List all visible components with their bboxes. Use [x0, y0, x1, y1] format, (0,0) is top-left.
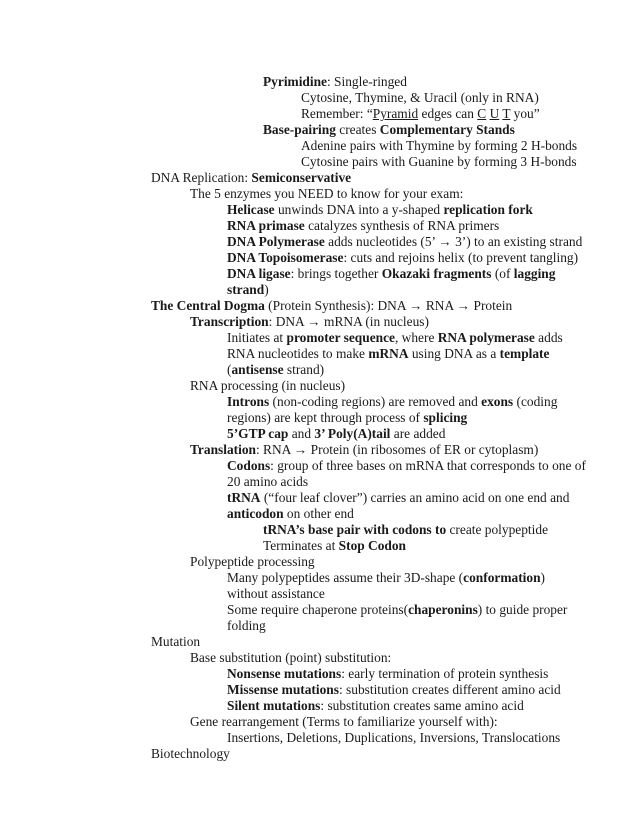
underlined-text: Pyramid — [372, 106, 419, 121]
line-text: Cytosine, Thymine, & Uracil (only in RNA) — [301, 90, 539, 105]
line-text: Biotechnology — [151, 746, 230, 761]
bold-term: Pyrimidine — [263, 74, 327, 89]
line-text: tRNA (“four leaf clover”) carries an amino acid on one end and — [227, 490, 570, 505]
bold-term: conformation — [463, 570, 541, 585]
bold-term: Introns — [227, 394, 270, 409]
line-text: DNA Polymerase adds nucleotides (5’ → 3’) to an existing strand — [227, 234, 583, 249]
underlined-text: T — [502, 106, 511, 121]
bold-term: mRNA — [368, 346, 409, 361]
line-text: Cytosine pairs with Guanine by forming 3 H-bonds — [301, 154, 577, 169]
line-text: regions) are kept through process of splicing — [227, 410, 468, 425]
bold-term: DNA Topoisomerase — [227, 250, 344, 265]
line-text: Base-pairing creates Complementary Stands — [263, 122, 515, 137]
bold-term: tRNA’s base pair with codons to — [263, 522, 447, 537]
line-text: 5’GTP cap and 3’ Poly(A)tail are added — [227, 426, 446, 441]
line-text: anticodon on other end — [227, 506, 354, 521]
bold-term: Base-pairing — [263, 122, 336, 137]
line-text: RNA nucleotides to make mRNA using DNA as a template — [227, 346, 550, 361]
line-text: Remember: “Pyramid edges can C U T you” — [301, 106, 540, 121]
line-text: Helicase unwinds DNA into a y-shaped replication fork — [227, 202, 533, 217]
bold-term: Translation — [190, 442, 256, 457]
bold-term: Stop Codon — [338, 538, 407, 553]
bold-term: Missense mutations — [227, 682, 339, 697]
bold-term: RNA polymerase — [437, 330, 535, 345]
line-text: Transcription: DNA → mRNA (in nucleus) — [190, 314, 429, 329]
bold-term: antisense — [231, 362, 284, 377]
line-text: Pyrimidine: Single-ringed — [263, 74, 407, 89]
bold-term: Okazaki fragments — [381, 266, 492, 281]
line-text: DNA ligase: brings together Okazaki fragments (of lagging — [227, 266, 556, 281]
line-text: Some require chaperone proteins(chaperonins) to guide proper — [227, 602, 568, 617]
line-text: RNA primase catalyzes synthesis of RNA primers — [227, 218, 500, 233]
bold-term: template — [499, 346, 550, 361]
bold-term: Helicase — [227, 202, 275, 217]
underlined-text: U — [489, 106, 500, 121]
line-text: without assistance — [227, 586, 325, 601]
line-text: tRNA’s base pair with codons to create polypeptide — [263, 522, 549, 537]
bold-term: exons — [481, 394, 514, 409]
line-text: The 5 enzymes you NEED to know for your exam: — [190, 186, 464, 201]
line-text: DNA Replication: Semiconservative — [151, 170, 352, 185]
bold-term: DNA Polymerase — [227, 234, 325, 249]
line-text: strand) — [227, 282, 269, 297]
line-text: Gene rearrangement (Terms to familiarize yourself with): — [190, 714, 498, 729]
bold-term: 5’GTP cap — [227, 426, 289, 441]
bold-term: Semiconservative — [251, 170, 352, 185]
bold-term: lagging — [513, 266, 556, 281]
bold-term: Nonsense mutations — [227, 666, 342, 681]
line-text: Silent mutations: substitution creates same amino acid — [227, 698, 524, 713]
line-text: Polypeptide processing — [190, 554, 315, 569]
bold-term: promoter sequence — [286, 330, 395, 345]
line-text: Terminates at Stop Codon — [263, 538, 407, 553]
line-text: Adenine pairs with Thymine by forming 2 H-bonds — [301, 138, 578, 153]
bold-term: RNA primase — [227, 218, 305, 233]
bold-term: tRNA — [227, 490, 261, 505]
line-text: Insertions, Deletions, Duplications, Inversions, Translocations — [227, 730, 561, 745]
bold-term: chaperonins — [408, 602, 478, 617]
line-text: Many polypeptides assume their 3D-shape (conformation) — [227, 570, 545, 585]
line-text: Translation: RNA → Protein (in ribosomes of ER or cytoplasm) — [190, 442, 539, 457]
bold-term: Codons — [227, 458, 271, 473]
line-text: Base substitution (point) substitution: — [190, 650, 392, 665]
bold-term: DNA ligase — [227, 266, 291, 281]
bold-term: strand — [227, 282, 265, 297]
line-text: (antisense strand) — [227, 362, 325, 377]
line-text: folding — [227, 618, 266, 633]
line-text: Codons: group of three bases on mRNA that corresponds to one of — [227, 458, 586, 473]
line-text: Mutation — [151, 634, 201, 649]
bold-term: 3’ Poly(A)tail — [314, 426, 391, 441]
line-text: RNA processing (in nucleus) — [190, 378, 346, 393]
line-text: The Central Dogma (Protein Synthesis): DNA → RNA → Protein — [151, 298, 513, 313]
bold-term: splicing — [423, 410, 468, 425]
line-text: Introns (non-coding regions) are removed and exons (coding — [227, 394, 558, 409]
line-text: Missense mutations: substitution creates different amino acid — [227, 682, 561, 697]
bold-term: replication fork — [443, 202, 533, 217]
bold-term: The Central Dogma — [151, 298, 265, 313]
bold-term: Complementary Stands — [379, 122, 515, 137]
underlined-text: C — [477, 106, 487, 121]
line-text: 20 amino acids — [227, 474, 309, 489]
line-text: DNA Topoisomerase: cuts and rejoins helix (to prevent tangling) — [227, 250, 579, 265]
bold-term: Silent mutations — [227, 698, 321, 713]
bold-term: anticodon — [227, 506, 284, 521]
bold-term: Transcription — [190, 314, 269, 329]
line-text: Nonsense mutations: early termination of protein synthesis — [227, 666, 549, 681]
line-text: Initiates at promoter sequence, where RNA polymerase adds — [227, 330, 563, 345]
